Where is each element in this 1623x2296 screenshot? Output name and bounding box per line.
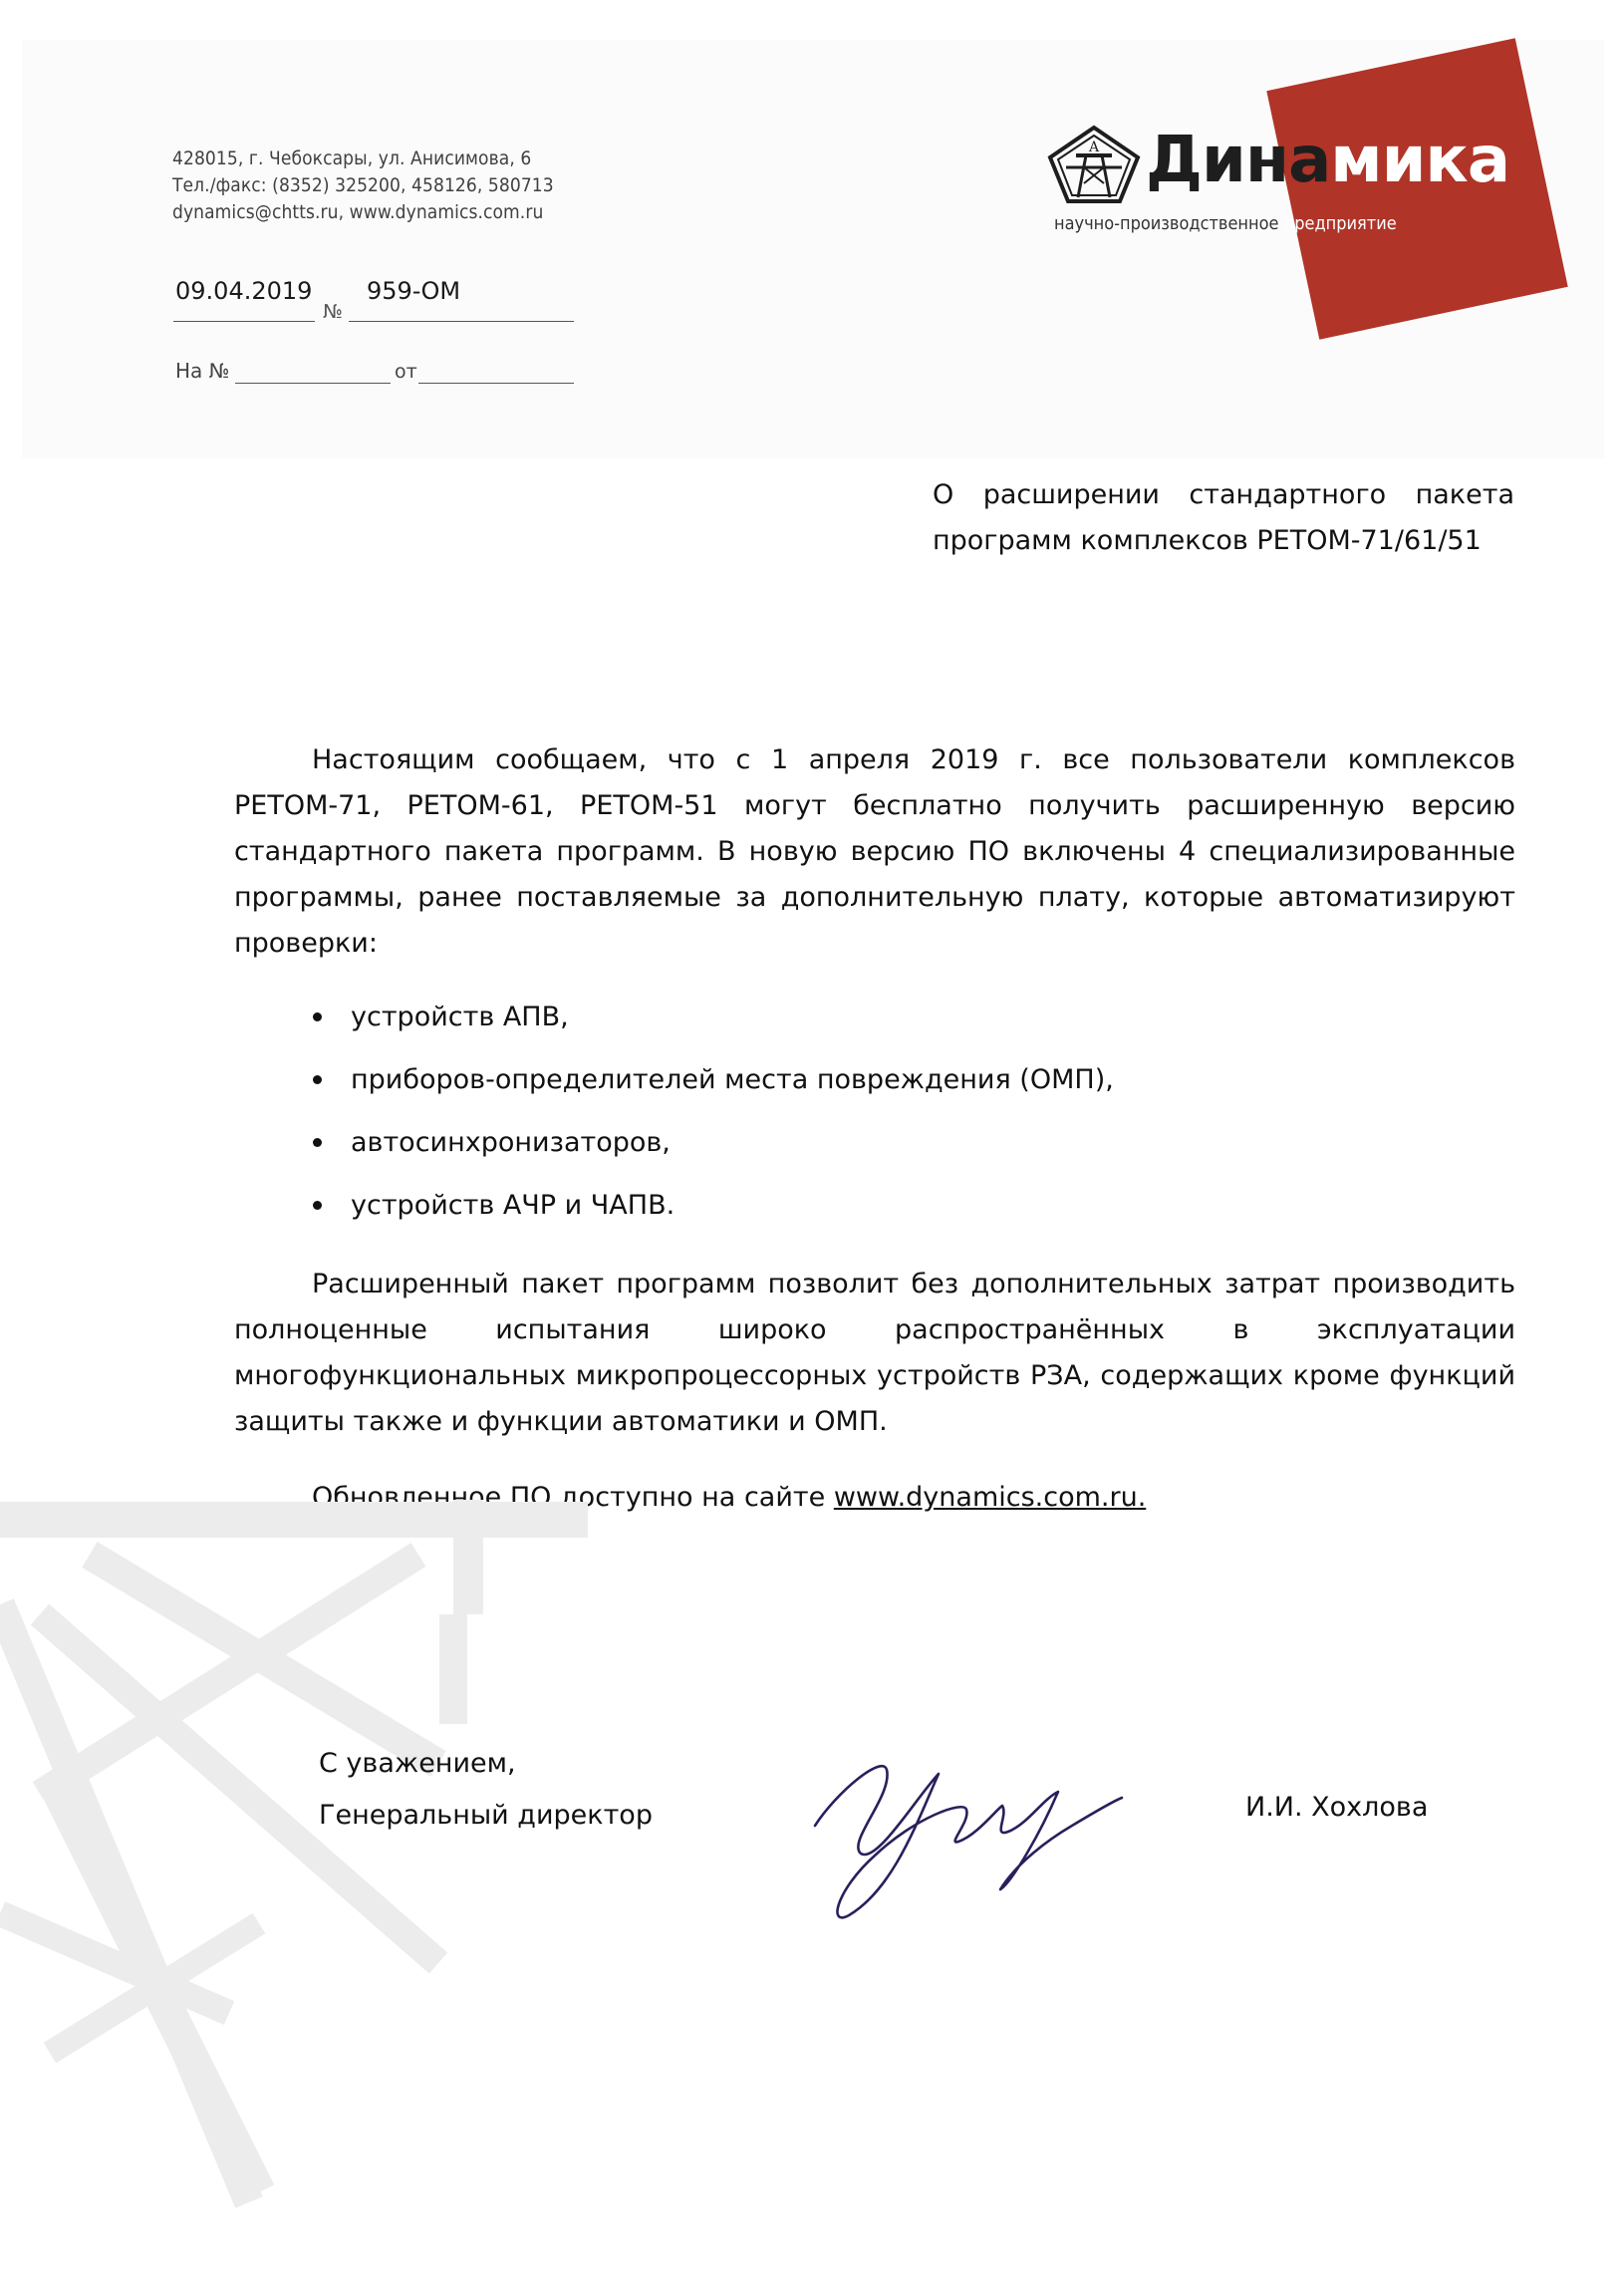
bullet-icon [313, 1138, 322, 1147]
paragraph-3-text: Обновленное ПО доступно на сайте [312, 1482, 834, 1513]
bullet-icon [313, 1201, 322, 1210]
number-underline [349, 321, 574, 322]
reference-number-label: На № [175, 359, 230, 383]
closing-block [319, 1738, 653, 1842]
logo-tagline-light: предприятие [1283, 213, 1397, 234]
body-paragraph-1 [234, 737, 1515, 967]
paragraph-2-text: Расширенный пакет программ позволит без дополнительных затрат производить полноценные испытания широко распространённых в эксплуатации многофункциональных микропроцессорных устройств РЗА, содержащих кроме функций [234, 1269, 1515, 1391]
pylon-watermark-icon [0, 1495, 618, 2212]
bullet-icon [313, 1012, 322, 1021]
logo-wordmark [1146, 124, 1509, 197]
subject-line-1: О расширении стандартного пакета [933, 479, 1514, 510]
logo-name-light: мика [1330, 124, 1510, 197]
letter-date: 09.04.2019 [175, 277, 313, 305]
subject-line-2: программ комплексов РЕТОМ-71/61/51 [933, 525, 1482, 556]
pylon-emblem-icon [1046, 122, 1142, 205]
phone-line: Тел./факс: (8352) 325200, 458126, 580713 [172, 174, 554, 196]
reference-from-label: от [395, 361, 417, 383]
bullet-icon [313, 1075, 322, 1084]
signatory-position: Генеральный директор [319, 1800, 653, 1831]
logo-name-dark: Дина [1146, 124, 1331, 197]
body-paragraph-2 [234, 1262, 1515, 1445]
paragraph-2-last-line: защиты также и функции автоматики и ОМП. [234, 1406, 888, 1437]
letter-page: 428015, г. Чебоксары, ул. Анисимова, 6 Тел./факс: (8352) 325200, 458126, 580713 dynamics@chtts.ru, www.dynamics.com.ru 09.04.2019 № 959-ОМ На № от А Динамика научно-производственное предприятие О расширении стандартного пакета программ комплексов РЕТОМ-71/61/51 Настоящим сообщаем, что с 1 апреля 2019 г. все пользователи комплексов РЕТОМ-71, РЕТОМ-61, РЕТОМ-51 могут бесплатно получить расширенную версию стандартного пакета программ. В новую версию ПО включены 4 специализированные программы, ранее поставляемые за дополнительную плату, которые автоматизируют проверки: устройств АПВ, приборов-определителей места повреждения (ОМП), автосинхронизаторов, устройств АЧР и ЧАПВ. Расширенный пакет программ позволит без дополнительных затрат производить полноценные испытания широко распространённых в эксплуатации многофункциональных микропроцессорных устройств РЗА, содержащих кроме функций защиты также и функции автоматики и ОМП. Обновленное ПО доступно на сайте www.dynamics.com.ru. С уважением, Генеральный директор И.И. Хохлова [0, 0, 1623, 2296]
emblem-letter: А [1088, 140, 1100, 155]
regards-text: С уважением, [319, 1748, 516, 1779]
email-web-line: dynamics@chtts.ru, www.dynamics.com.ru [172, 201, 544, 223]
logo-tagline [1054, 213, 1397, 234]
letter-number: 959-ОМ [367, 277, 461, 305]
reference-number-underline [235, 383, 391, 384]
website-link[interactable]: www.dynamics.com.ru. [833, 1482, 1147, 1513]
address-line: 428015, г. Чебоксары, ул. Анисимова, 6 [172, 147, 532, 169]
company-address [172, 145, 554, 226]
paragraph-1-text: Настоящим сообщаем, что с 1 апреля 2019 г. все пользователи комплексов РЕТОМ-71, РЕТОМ-61, РЕТОМ-51 могут бесплатно получить расширенную версию стандартного пакета программ. В новую версию ПО включены 4 специализированные программы, ранее поставляемые за дополнительную плату, которые автоматизируют проверки: [234, 744, 1515, 959]
signatory-name: И.И. Хохлова [1245, 1792, 1429, 1823]
logo-tagline-dark: научно-производственное [1054, 213, 1284, 234]
date-underline [173, 321, 315, 322]
reference-date-underline [418, 383, 574, 384]
letter-subject [933, 472, 1514, 564]
number-sign: № [323, 301, 343, 323]
handwritten-signature [797, 1714, 1126, 1923]
